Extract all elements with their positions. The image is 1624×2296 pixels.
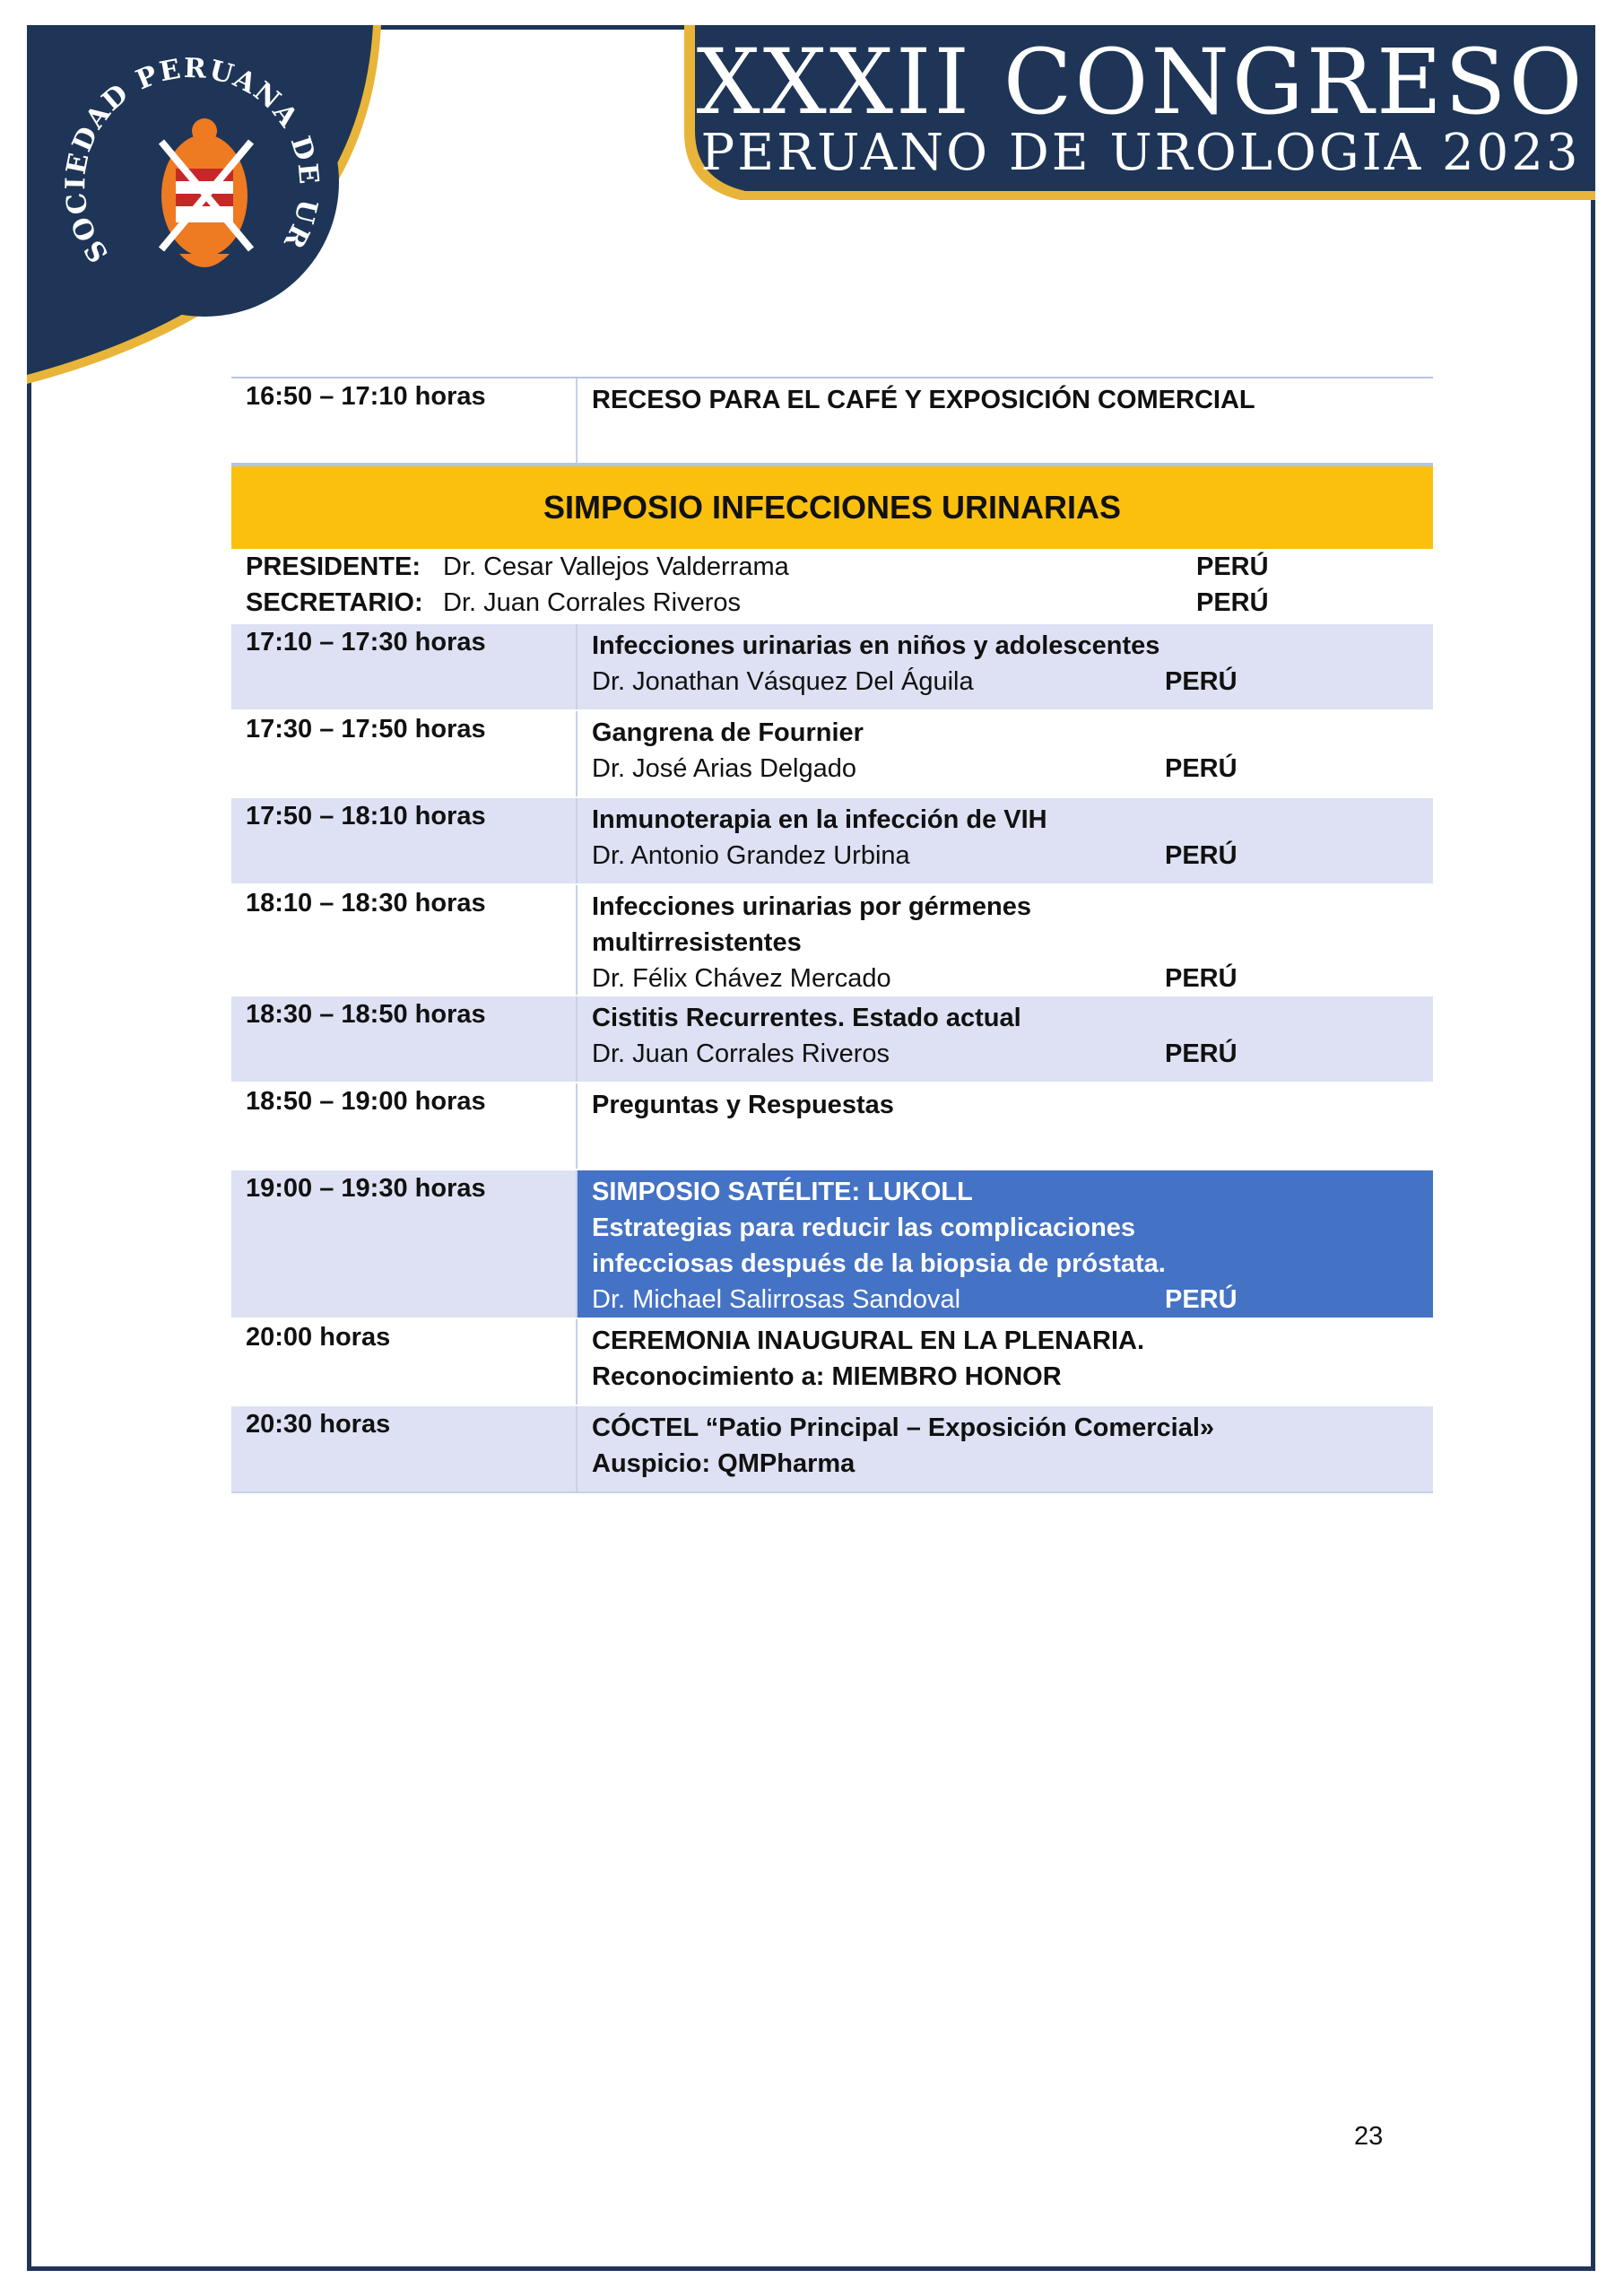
session-content (578, 1406, 1433, 1492)
session-title: Preguntas y Respuestas (592, 1091, 894, 1119)
secretary-name: Dr. Juan Corrales Riveros (443, 588, 741, 617)
session-speaker: Dr. Juan Corrales Riveros (592, 1039, 890, 1068)
session-time: 17:30 – 17:50 horas (231, 711, 578, 796)
session-speaker: Dr. Antonio Grandez Urbina (592, 841, 910, 870)
ceremony-line2: Reconocimiento a: MIEMBRO HONOR (592, 1362, 1062, 1391)
header-banner (677, 25, 1595, 200)
secretary-line (246, 585, 1419, 621)
session-title-line1: Infecciones urinarias por gérmenes (592, 892, 1031, 921)
session-content (578, 885, 1433, 995)
president-name: Dr. Cesar Vallejos Valderrama (443, 552, 789, 581)
page-number: 23 (1354, 2122, 1384, 2151)
session-speaker: Dr. Michael Salirrosas Sandoval (592, 1285, 961, 1314)
ceremony-line1: CEREMONIA INAUGURAL EN LA PLENARIA. (592, 1326, 1144, 1355)
session-country: PERÚ (1165, 754, 1238, 783)
session-time: 18:50 – 19:00 horas (231, 1083, 578, 1169)
session-time: 16:50 – 17:10 horas (231, 378, 578, 463)
session-speaker-line (592, 1282, 1419, 1318)
session-content (578, 996, 1433, 1082)
session-time: 20:00 horas (231, 1319, 578, 1405)
satellite-topic-line2: infecciosas después de la biopsia de próstata. (592, 1249, 1166, 1278)
table-row (231, 377, 1433, 463)
session-title: RECESO PARA EL CAFÉ Y EXPOSICIÓN COMERCIAL (592, 386, 1255, 414)
session-speaker-line (592, 961, 1419, 996)
session-time: 17:10 – 17:30 horas (231, 624, 578, 709)
session-content (578, 624, 1433, 709)
session-time: 19:00 – 19:30 horas (231, 1170, 578, 1318)
session-title: Infecciones urinarias en niños y adolescentes (592, 631, 1160, 660)
session-title: Inmunoterapia en la infección de VIH (592, 805, 1047, 834)
table-row (231, 883, 1433, 995)
table-row (231, 1082, 1433, 1169)
session-speaker-line (592, 664, 1419, 700)
table-row (231, 1318, 1433, 1405)
table-row (231, 995, 1433, 1082)
schedule-table (231, 377, 1433, 1493)
satellite-title: SIMPOSIO SATÉLITE: LUKOLL (592, 1178, 973, 1206)
secretary-country: PERÚ (1196, 588, 1269, 617)
secretary-label: SECRETARIO: (246, 588, 423, 617)
cocktail-line2: Auspicio: QMPharma (592, 1449, 855, 1478)
cocktail-line1: CÓCTEL “Patio Principal – Exposición Comercial» (592, 1413, 1215, 1442)
table-row (231, 709, 1433, 796)
session-title: Gangrena de Fournier (592, 718, 864, 747)
congress-title: XXXII CONGRESO (696, 30, 1585, 135)
president-label: PRESIDENTE: (246, 552, 421, 581)
session-content (578, 711, 1433, 796)
session-country: PERÚ (1165, 667, 1238, 696)
session-title: Cistitis Recurrentes. Estado actual (592, 1004, 1021, 1032)
congress-subtitle: PERUANO DE UROLOGIA 2023 (700, 124, 1581, 182)
session-content (578, 798, 1433, 883)
president-country: PERÚ (1196, 552, 1269, 581)
logo-text: SOCIEDAD PERUANA DE UR (60, 52, 325, 268)
table-row (231, 796, 1433, 883)
session-content (578, 1319, 1433, 1405)
session-time: 20:30 horas (231, 1406, 578, 1492)
session-title-line2: multirresistentes (592, 928, 802, 957)
table-row (231, 622, 1433, 709)
session-speaker-line (592, 751, 1419, 787)
table-row (231, 1405, 1433, 1493)
session-speaker: Dr. José Arias Delgado (592, 754, 856, 783)
session-time: 18:10 – 18:30 horas (231, 885, 578, 995)
satellite-topic-line1: Estrategias para reducir las complicaciones (592, 1213, 1136, 1242)
session-time: 17:50 – 18:10 horas (231, 798, 578, 883)
session-speaker: Dr. Félix Chávez Mercado (592, 964, 891, 993)
session-country: PERÚ (1165, 841, 1238, 870)
session-content (578, 378, 1433, 463)
session-time: 18:30 – 18:50 horas (231, 996, 578, 1082)
table-row-satellite (231, 1169, 1433, 1318)
session-speaker: Dr. Jonathan Vásquez Del Águila (592, 667, 974, 696)
session-content (578, 1170, 1433, 1318)
session-country: PERÚ (1165, 1039, 1238, 1068)
symposium-title: SIMPOSIO INFECCIONES URINARIAS (231, 463, 1433, 549)
session-content (578, 1083, 1433, 1169)
session-speaker-line (592, 838, 1419, 874)
session-country: PERÚ (1165, 1285, 1238, 1314)
president-line (246, 549, 1419, 585)
logo (27, 25, 404, 393)
session-country: PERÚ (1165, 964, 1238, 993)
session-speaker-line (592, 1036, 1419, 1072)
symposium-officials (231, 549, 1433, 622)
